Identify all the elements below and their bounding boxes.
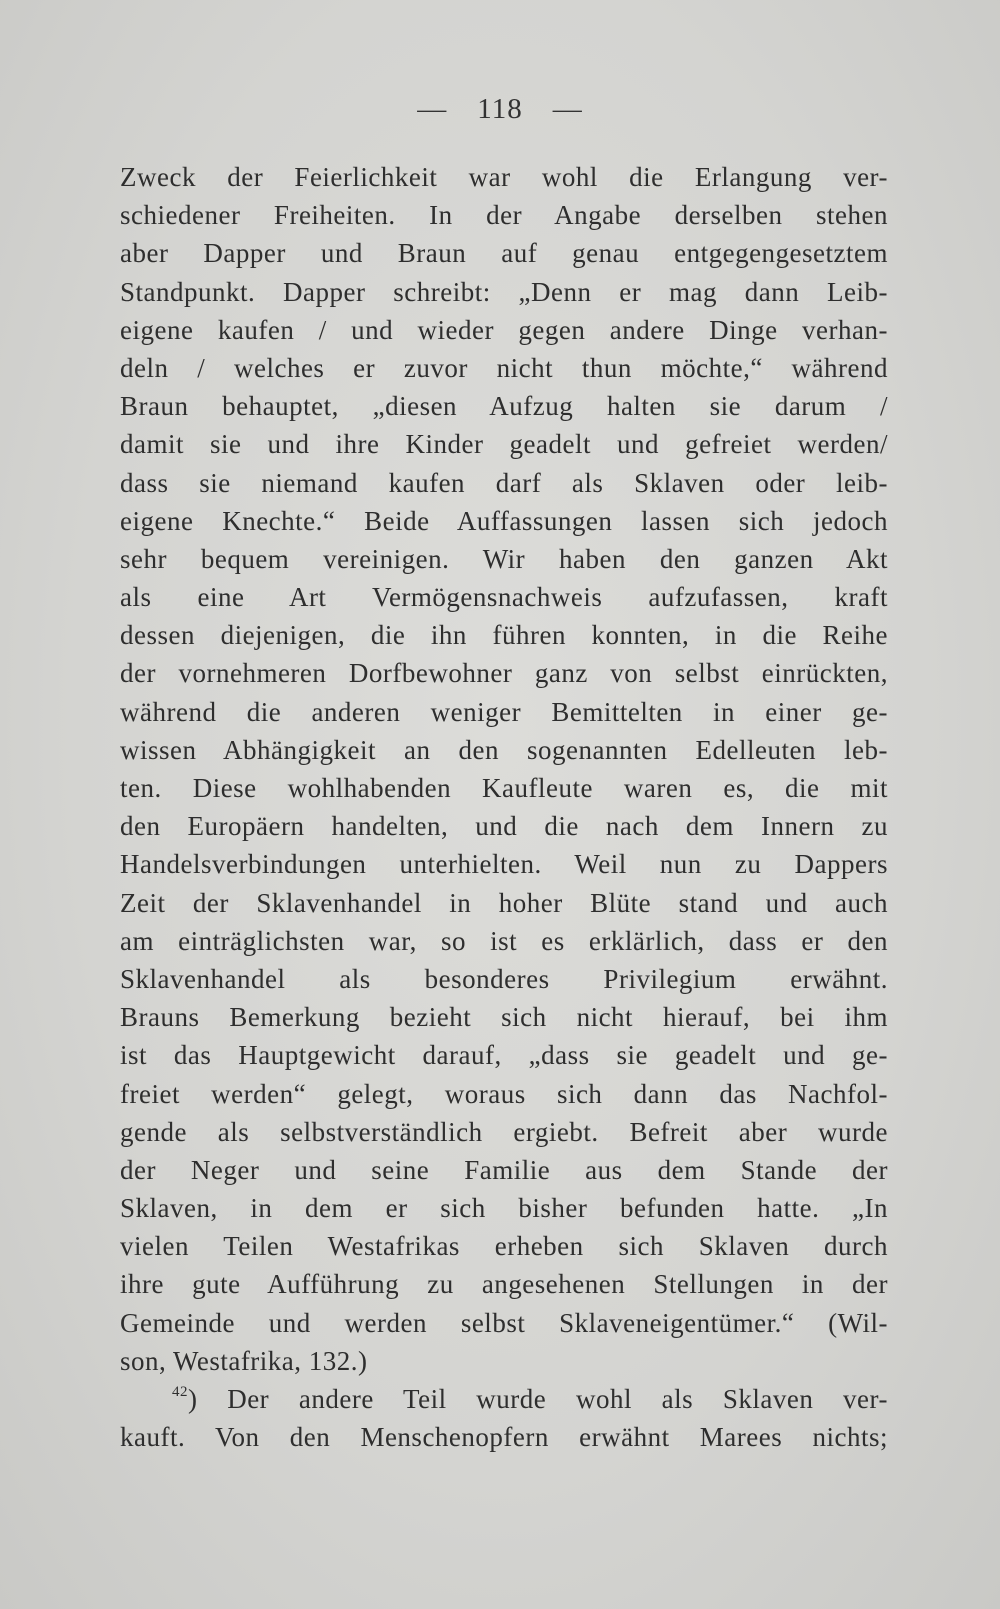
text-line: ihre gute Aufführung zu angesehenen Stellungen in der [120, 1269, 888, 1300]
text-line: Standpunkt. Dapper schreibt: „Denn er mag dann Leib- [120, 276, 888, 307]
page-header [0, 93, 1000, 126]
text-line: Gemeinde und werden selbst Sklaveneigentümer.“ (Wil- [120, 1307, 888, 1338]
text-line: wissen Abhängigkeit an den sogenannten Edelleuten leb- [120, 734, 888, 765]
text-line: am einträglichsten war, so ist es erklärlich, dass er den [120, 925, 888, 956]
text-line: gende als selbstverständlich ergiebt. Befreit aber wurde [120, 1116, 888, 1147]
footnote-text: ) Der andere Teil wurde wohl als Sklaven ver- [188, 1384, 888, 1414]
text-line: Zweck der Feierlichkeit war wohl die Erlangung ver- [120, 162, 888, 192]
text-line: son, Westafrika, 132.) [120, 1345, 368, 1376]
text-line: sehr bequem vereinigen. Wir haben den ganzen Akt [120, 543, 888, 574]
text-line: vielen Teilen Westafrikas erheben sich Sklaven durch [120, 1231, 888, 1262]
footnote-line [120, 1380, 888, 1418]
text-line: der Neger und seine Familie aus dem Stande der [120, 1154, 888, 1185]
text-line: deln / welches er zuvor nicht thun möchte,“ während [120, 352, 888, 383]
header-dash-left: — [417, 93, 448, 125]
text-line: Handelsverbindungen unterhielten. Weil nun zu Dappers [120, 849, 888, 880]
text-line: ten. Diese wohlhabenden Kaufleute waren es, die mit [120, 773, 888, 803]
text-line: Zeit der Sklavenhandel in hoher Blüte stand und auch [120, 887, 888, 918]
header-dash-right: — [552, 93, 583, 125]
text-line: schiedener Freiheiten. In der Angabe derselben stehen [120, 200, 888, 231]
body-text [120, 158, 888, 1456]
text-line: dessen diejenigen, die ihn führen konnten, in die Reihe [120, 620, 888, 651]
text-line: Braun behauptet, „diesen Aufzug halten sie darum / [120, 391, 888, 422]
text-line: ist das Hauptgewicht darauf, „dass sie geadelt und ge- [120, 1040, 888, 1071]
footnote-number: 42 [172, 1384, 188, 1400]
text-line: eigene Knechte.“ Beide Auffassungen lassen sich jedoch [120, 505, 888, 536]
text-line: Sklavenhandel als besonderes Privilegium erwähnt. [120, 963, 888, 994]
text-line: dass sie niemand kaufen darf als Sklaven oder leib- [120, 467, 888, 498]
text-line: freiet werden“ gelegt, woraus sich dann das Nachfol- [120, 1078, 888, 1109]
text-line: damit sie und ihre Kinder geadelt und gefreiet werden/ [120, 429, 888, 460]
text-line: Brauns Bemerkung bezieht sich nicht hierauf, bei ihm [120, 1002, 888, 1033]
text-line: der vornehmeren Dorfbewohner ganz von selbst einrückten, [120, 658, 888, 689]
text-line: während die anderen weniger Bemittelten in einer ge- [120, 696, 888, 727]
footnote-line: kauft. Von den Menschenopfern erwähnt Marees nichts; [120, 1422, 888, 1453]
text-line: Sklaven, in dem er sich bisher befunden hatte. „In [120, 1193, 888, 1224]
text-line: aber Dapper und Braun auf genau entgegengesetztem [120, 238, 888, 269]
text-line: als eine Art Vermögensnachweis aufzufassen, kraft [120, 582, 888, 613]
text-line: den Europäern handelten, und die nach dem Innern zu [120, 811, 888, 842]
page-number: 118 [477, 93, 523, 125]
text-line: eigene kaufen / und wieder gegen andere Dinge verhan- [120, 314, 888, 345]
